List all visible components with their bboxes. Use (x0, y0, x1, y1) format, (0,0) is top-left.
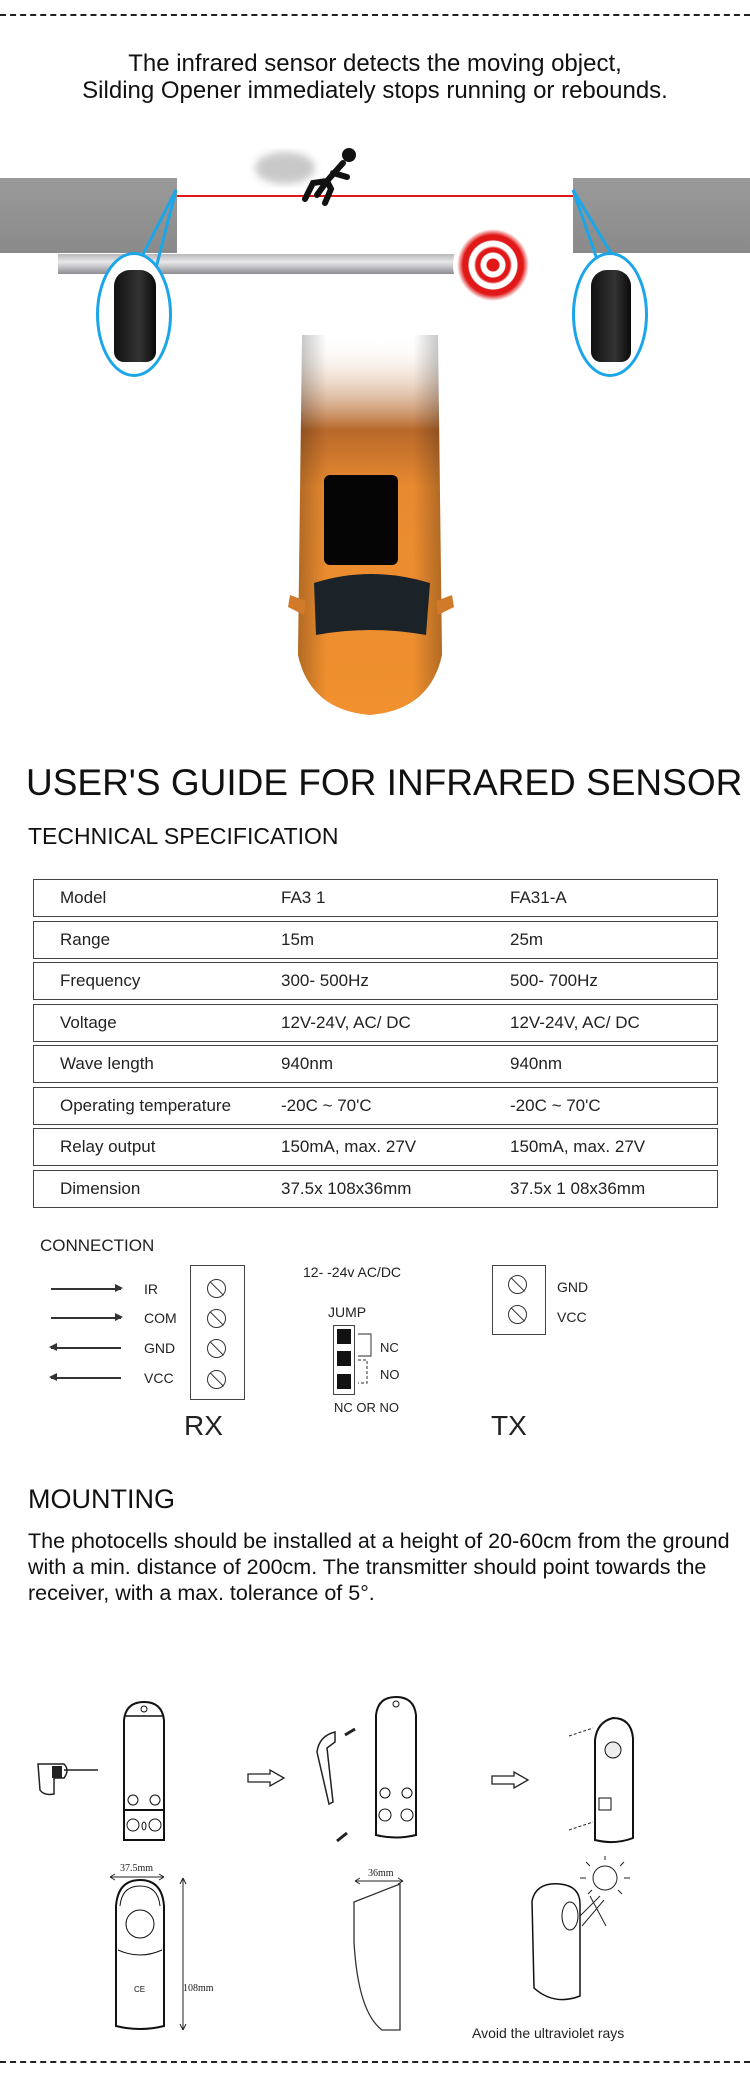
rx-terminal-block (190, 1265, 245, 1400)
drill-icon (34, 1760, 104, 1800)
mounting-text: The photocells should be installed at a height of 20-60cm from the ground with a min. distance of 200cm. The transmitter should point towards the receiver, with a max. tolerance of 5°. (28, 1529, 730, 1605)
spec-value-fa31a: 150mA, max. 27V (510, 1137, 646, 1156)
jump-title: JUMP (328, 1304, 367, 1320)
spec-label: Dimension (60, 1178, 141, 1198)
table-row (33, 1045, 718, 1083)
spec-subtitle: TECHNICAL SPECIFICATION (28, 823, 339, 849)
left-sensor-image (114, 270, 156, 362)
screw-icon (207, 1309, 226, 1328)
spec-label: Relay output (60, 1137, 156, 1156)
rx-terminal-label: COM (144, 1310, 177, 1326)
screw-icon (207, 1370, 226, 1389)
svg-text:CE: CE (134, 1985, 146, 1994)
running-person-icon (245, 143, 365, 213)
sensor-base-angled-icon (370, 1695, 430, 1845)
depth-dimension: 36mm (368, 1868, 394, 1879)
tx-label: TX (491, 1410, 527, 1441)
spec-value-fa31: FA3 1 (281, 888, 326, 907)
connection-title: CONNECTION (40, 1236, 155, 1255)
spec-value-fa31a: FA31-A (510, 888, 567, 907)
spec-value-fa31a: 500- 700Hz (510, 971, 598, 990)
table-row (33, 1128, 718, 1166)
spec-value-fa31: 37.5x 108x36mm (281, 1178, 412, 1198)
table-row (33, 921, 718, 959)
jumper-pin (337, 1329, 351, 1344)
spec-value-fa31: 300- 500Hz (281, 971, 369, 990)
intro-line-1: The infrared sensor detects the moving object, (128, 50, 622, 77)
screw-icon (207, 1339, 226, 1358)
bottom-dashed-divider (0, 2061, 750, 2063)
top-dashed-divider (0, 14, 750, 16)
arrow-left-icon (51, 1347, 121, 1349)
jumper-bracket-icon (357, 1333, 377, 1388)
car-topview (280, 325, 470, 725)
tx-terminal-label: GND (557, 1279, 589, 1295)
spec-label: Range (60, 929, 111, 949)
rx-terminal-label: GND (144, 1340, 176, 1356)
spec-value-fa31: 15m (281, 929, 315, 949)
spec-value-fa31: -20C ~ 70'C (281, 1095, 372, 1115)
spec-value-fa31a: 25m (510, 929, 544, 949)
spec-label: Frequency (60, 971, 141, 990)
jumper-block (333, 1325, 355, 1395)
screw-icon (207, 1279, 226, 1298)
table-row (33, 879, 718, 917)
height-dimension-arrow (178, 1876, 188, 2036)
spec-label: Model (60, 888, 107, 907)
tx-terminal-label: VCC (557, 1309, 587, 1325)
intro-line-2: Silding Opener immediately stops running or rebounds. (82, 77, 668, 104)
sensor-front-view-icon (110, 1876, 170, 2036)
jumper-pin (337, 1351, 351, 1366)
rx-terminal-label: IR (144, 1281, 158, 1297)
nc-label: NC (380, 1340, 399, 1355)
screw-icon (508, 1275, 527, 1294)
right-sensor-image (591, 270, 631, 362)
infrared-beam (177, 195, 573, 197)
height-dimension: 108mm (183, 1983, 214, 1994)
arrow-left-icon (51, 1377, 121, 1379)
nc-or-no-caption: NC OR NO (334, 1400, 399, 1415)
screw-icon (508, 1305, 527, 1324)
guide-title: USER'S GUIDE FOR INFRARED SENSOR (26, 762, 743, 803)
spec-value-fa31: 12V-24V, AC/ DC (281, 1012, 411, 1032)
arrow-right-icon (51, 1288, 121, 1290)
spec-label: Wave length (60, 1054, 154, 1073)
wall-plug-icon (245, 1715, 375, 1855)
rx-terminal-label: VCC (144, 1370, 174, 1386)
rx-label: RX (184, 1410, 223, 1441)
spec-table (33, 879, 718, 1211)
arrow-right-icon (51, 1317, 121, 1319)
uv-caption: Avoid the ultraviolet rays (472, 2025, 625, 2041)
arrow-right-outline-icon (490, 1770, 530, 1790)
tx-terminal-block (492, 1265, 546, 1335)
intro-text (0, 50, 750, 104)
spec-value-fa31a: -20C ~ 70'C (510, 1095, 601, 1115)
uv-warning-icon (520, 1856, 650, 2016)
table-row (33, 1170, 718, 1208)
sensor-mounted-icon (565, 1710, 645, 1850)
width-dimension: 37.5mm (120, 1863, 154, 1874)
table-row (33, 1004, 718, 1042)
spec-value-fa31a: 12V-24V, AC/ DC (510, 1012, 640, 1032)
sensor-side-view-icon (352, 1882, 412, 2042)
table-row (33, 1087, 718, 1125)
spec-label: Voltage (60, 1012, 117, 1032)
spec-label: Operating temperature (60, 1095, 232, 1115)
spec-value-fa31a: 37.5x 1 08x36mm (510, 1178, 646, 1198)
mounting-title: MOUNTING (28, 1484, 175, 1514)
spec-value-fa31: 940nm (281, 1054, 333, 1073)
spec-value-fa31a: 940nm (510, 1054, 562, 1073)
table-row (33, 962, 718, 1000)
spec-value-fa31: 150mA, max. 27V (281, 1137, 417, 1156)
jumper-pin (337, 1374, 351, 1389)
no-label: NO (380, 1367, 400, 1382)
target-icon (453, 225, 533, 305)
sensor-base-front-icon (120, 1700, 170, 1845)
power-label: 12- -24v AC/DC (303, 1264, 402, 1280)
